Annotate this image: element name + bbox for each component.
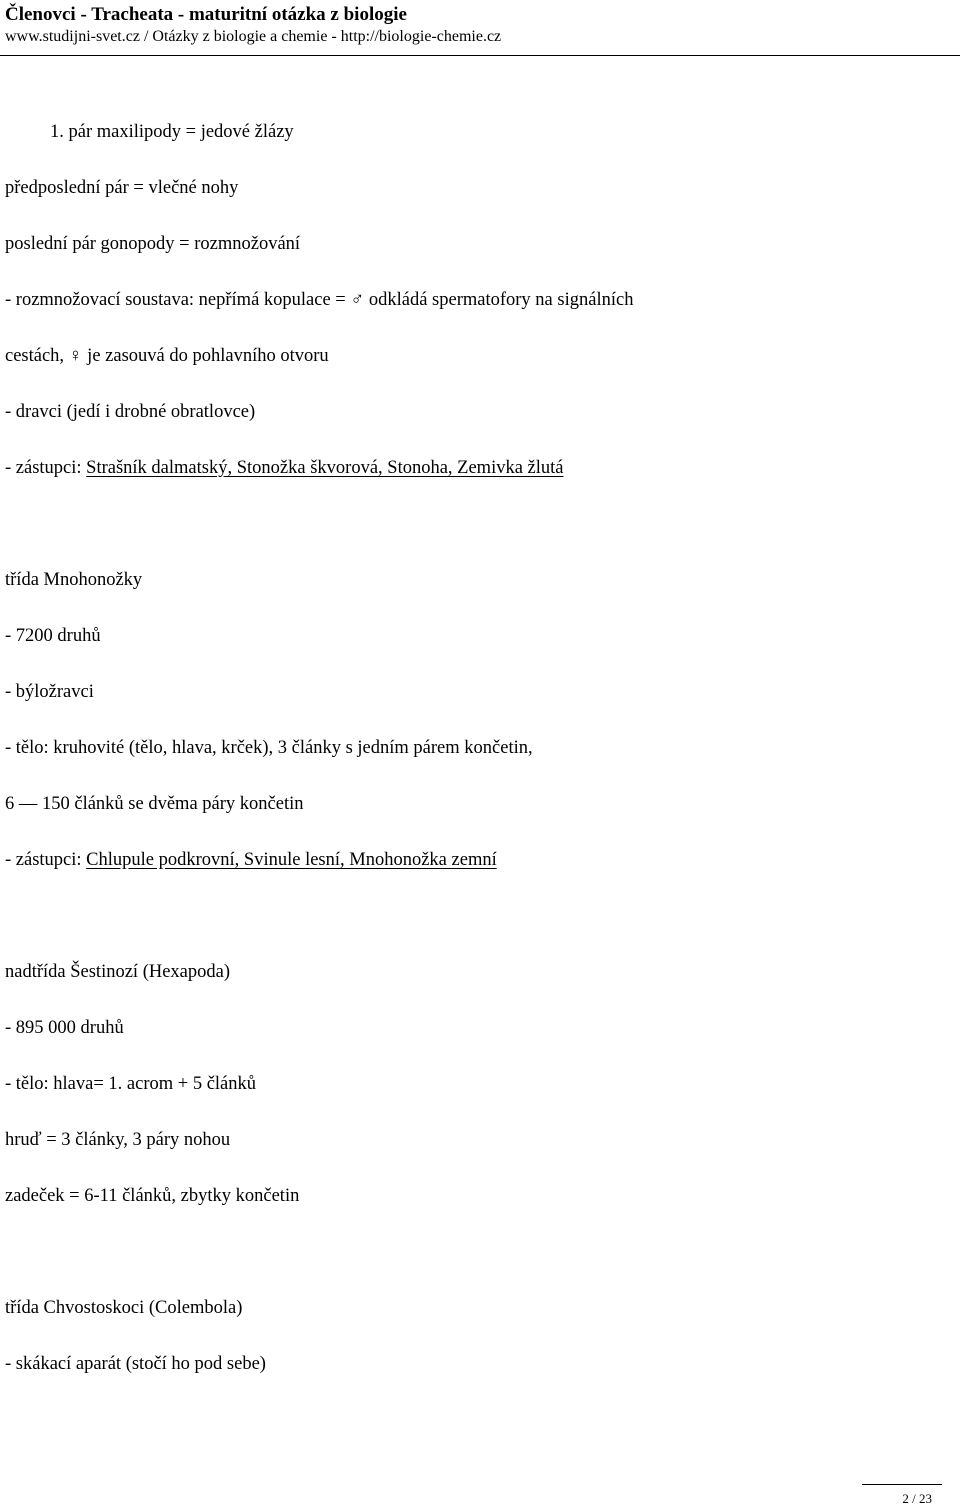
representatives-link[interactable]: Strašník dalmatský, Stonožka škvorová, Stonoha, Zemivka žlutá — [86, 458, 564, 478]
section-heading: nadtřída Šestinozí (Hexapoda) — [5, 962, 231, 982]
spacer — [5, 1224, 955, 1280]
document-title: Členovci - Tracheata - maturitní otázka z biologie — [5, 4, 407, 25]
spacer — [5, 888, 955, 944]
text-line: předposlední pár = vlečné nohy — [5, 178, 239, 198]
text-line: - 895 000 druhů — [5, 1018, 124, 1038]
text-line: - 7200 druhů — [5, 626, 101, 646]
representatives-line — [5, 440, 955, 496]
document-body — [5, 104, 955, 1392]
spacer — [5, 496, 955, 552]
text-line: hruď = 3 články, 3 páry nohou — [5, 1130, 231, 1150]
section-heading: třída Chvostoskoci (Colembola) — [5, 1298, 243, 1318]
representatives-label: - zástupci: — [5, 458, 87, 478]
header-divider — [0, 55, 960, 56]
representatives-label: - zástupci: — [5, 850, 87, 870]
representatives-line — [5, 832, 955, 888]
section-heading: třída Mnohonožky — [5, 570, 143, 590]
footer-divider — [862, 1484, 942, 1485]
text-line: - býložravci — [5, 682, 94, 702]
text-line: 1. pár maxilipody = jedové žlázy — [50, 122, 294, 142]
page-header — [5, 3, 955, 48]
text-line: - tělo: hlava= 1. acrom + 5 článků — [5, 1074, 257, 1094]
text-line: zadeček = 6-11 článků, zbytky končetin — [5, 1186, 300, 1206]
text-line: - skákací aparát (stočí ho pod sebe) — [5, 1354, 266, 1374]
text-line: - dravci (jedí i drobné obratlovce) — [5, 402, 256, 422]
text-line: 6 — 150 článků se dvěma páry končetin — [5, 794, 304, 814]
page-number: 2 / 23 — [902, 1491, 932, 1506]
text-line: poslední pár gonopody = rozmnožování — [5, 234, 301, 254]
representatives-link[interactable]: Chlupule podkrovní, Svinule lesní, Mnohonožka zemní — [86, 850, 497, 870]
source-url[interactable]: www.studijni-svet.cz / Otázky z biologie a chemie - http://biologie-chemie.cz — [5, 28, 502, 45]
text-line: - rozmnožovací soustava: nepřímá kopulace = ♂ odkládá spermatofory na signálních — [5, 290, 634, 310]
text-line: cestách, ♀ je zasouvá do pohlavního otvoru — [5, 346, 329, 366]
text-line: - tělo: kruhovité (tělo, hlava, krček), 3 články s jedním párem končetin, — [5, 738, 533, 758]
